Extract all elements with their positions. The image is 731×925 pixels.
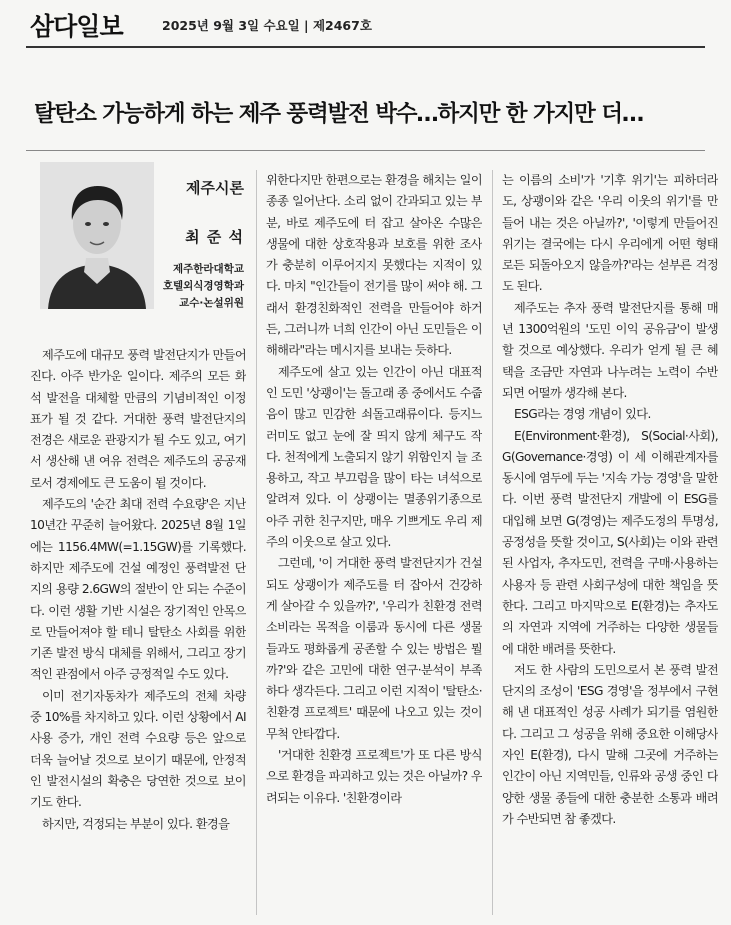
headline-divider <box>26 150 705 151</box>
affiliation-line: 교수·논설위원 <box>179 297 244 309</box>
author-affiliation <box>150 261 244 312</box>
newspaper-logo[interactable]: 삼다일보 <box>30 12 123 41</box>
body-paragraph: 이미 전기자동차가 제주도의 전체 차량 중 10%를 차지하고 있다. 이런 상황에서 AI 사용 증가, 개인 전력 수요량 등은 앞으로 더욱 늘어날 것으로 보이기 때문에, 안정적인 발전시설의 확충은 당연한 것으로 보이기도 한다. <box>30 688 246 810</box>
affiliation-line: 호텔외식경영학과 <box>162 280 244 292</box>
article-column-1 <box>30 345 246 920</box>
body-paragraph: 그런데, '이 거대한 풍력 발전단지가 건설되도 상괭이가 제주도를 터 잡아서 건강하게 살아갈 수 있을까?', '우리가 친환경 전력 소비라는 목적을 이룸과 동시에 다른 생물들과도 평화롭게 공존할 수 있는 방법은 뭘까?'와 같은 고민에 대한 연구·분석이 부족하다 생각든다. 그리고 이런 지적이 '탈탄소·친환경 프로젝트' 때문에 나오고 있는 것이 무척 안타깝다. <box>266 556 482 741</box>
body-paragraph: 하지만, 걱정되는 부분이 있다. 환경을 <box>42 816 230 831</box>
body-paragraph: 제주도의 '순간 최대 전력 수요량'은 지난 10년간 꾸준히 늘어왔다. 2025년 8월 1일에는 1156.4MW(=1.15GW)를 기록했다. 하지만 제주도에 건설 예정인 풍력발전 단지의 용량 2.6GW의 절반이 안 되는 수준이다. 이런 생활 기반 시설은 장기적인 안목으로 만들어져야 할 테니 탈탄소 사회를 위한 기존 발전 방식 대체를 위해서, 그리고 장기적인 관점에서 아주 긍정적일 수도 있다. <box>30 497 246 682</box>
body-paragraph: ESG라는 경영 개념이 있다. <box>514 407 651 422</box>
masthead-divider <box>26 46 705 48</box>
body-paragraph: 위한다지만 한편으로는 환경을 해치는 일이 종종 일어난다. 소리 없이 간과되고 있는 부분, 바로 제주도에 터 잡고 살아온 수많은 생물에 대한 상호작용과 보호를 위한 조사가 충분히 이루어지지 못했다는 지적이 있다. 마치 "인간들이 전기를 많이 써야 해. 그래서 환경친화적인 전력을 만들어야 하거든, 그러니까 너희 인간이 아닌 도민들은 이해해라"라는 메시지를 보내는 듯하다. <box>266 173 482 358</box>
body-paragraph: E(Environment·환경), S(Social·사회), G(Governance·경영) 이 세 이해관계자를 동시에 염두에 두는 '지속 가능 경영'을 말한다. 이번 풍력 발전단지 개발에 이 ESG를 대입해 보면 G(경영)는 제주도정의 투명성, 공정성을 뜻할 것이고, S(사회)는 이와 관련된 사업자, 추자도민, 전력을 구매·사용하는 사용자 등 관련 사회구성에 대한 책임을 뜻한다. 그리고 마지막으로 E(환경)는 추자도의 자연과 지역에 거주하는 다양한 생물들에 대한 배려를 뜻한다. <box>502 428 718 656</box>
article-column-2 <box>266 170 482 920</box>
body-paragraph: 제주도에 살고 있는 인간이 아닌 대표적인 도민 '상괭이'는 돌고래 종 중에서도 수줍음이 많고 민감한 쇠돌고래류이다. 등지느러미도 없고 눈에 잘 띄지 않게 체구도 작다. 천적에게 노출되지 않기 위함인지 늘 조용하고, 작고 부끄럼을 많이 타는 녀석으로 알려져 있다. 이 상괭이는 멸종위기종으로 아주 귀한 친구지만, 매우 기쁘게도 우리 제주의 이웃으로 살고 있다. <box>266 364 482 550</box>
author-photo <box>40 162 154 309</box>
body-paragraph: '거대한 친환경 프로젝트'가 또 다른 방식으로 환경을 파괴하고 있는 것은 아닐까? 우려되는 이유다. '친환경이라 <box>266 748 482 805</box>
body-paragraph: 는 이름의 소비'가 '기후 위기'는 피하더라도, 상괭이와 같은 '우리 이웃의 위기'를 만들어 내는 것은 아닐까?', '이렇게 만들어진 위기는 결국에는 다시 우리에게 어떤 형태로든 되돌아오지 않을까?'라는 섣부른 걱정도 된다. <box>502 173 718 294</box>
body-paragraph: 제주도는 추자 풍력 발전단지를 통해 매년 1300억원의 '도민 이익 공유금'이 발생할 것으로 예상했다. 우리가 얻게 될 큰 혜택을 조금만 자연과 나누려는 노력이 수반되면 어떨까 생각해 본다. <box>502 300 718 400</box>
masthead <box>0 0 731 46</box>
author-portrait-icon <box>40 162 154 309</box>
column-divider <box>492 170 493 915</box>
article-column-3 <box>502 170 718 920</box>
author-name: 최 준 석 <box>185 228 244 246</box>
article-headline: 탈탄소 가능하게 하는 제주 풍력발전 박수…하지만 한 가지만 더… <box>34 101 644 127</box>
issue-dateline: 2025년 9월 3일 수요일 | 제2467호 <box>162 18 372 33</box>
body-paragraph: 제주도에 대규모 풍력 발전단지가 만들어진다. 아주 반가운 일이다. 제주의 모든 화석 발전을 대체할 만큼의 기념비적인 이정표가 될 것 같다. 거대한 풍력 발전단지의 전경은 새로운 관광지가 될 수도 있고, 여기서 생산해 낸 여유 전력은 제주도의 공공재로서 경제에도 큰 도움이 될 것이다. <box>30 348 246 490</box>
column-section-label: 제주시론 <box>186 179 244 197</box>
column-divider <box>256 170 257 915</box>
affiliation-line: 제주한라대학교 <box>172 263 244 275</box>
body-paragraph: 저도 한 사람의 도민으로서 본 풍력 발전단지의 조성이 'ESG 경영'을 정부에서 구현해 낸 대표적인 성공 사례가 되기를 염원한다. 그리고 그 성공을 위해 중요한 이해당사자인 E(환경), 다시 말해 그곳에 거주하는 인간이 아닌 지역민들, 인류와 공생 중인 다양한 생물 종들에 대한 충분한 소통과 배려가 수반되면 참 좋겠다. <box>502 662 718 826</box>
